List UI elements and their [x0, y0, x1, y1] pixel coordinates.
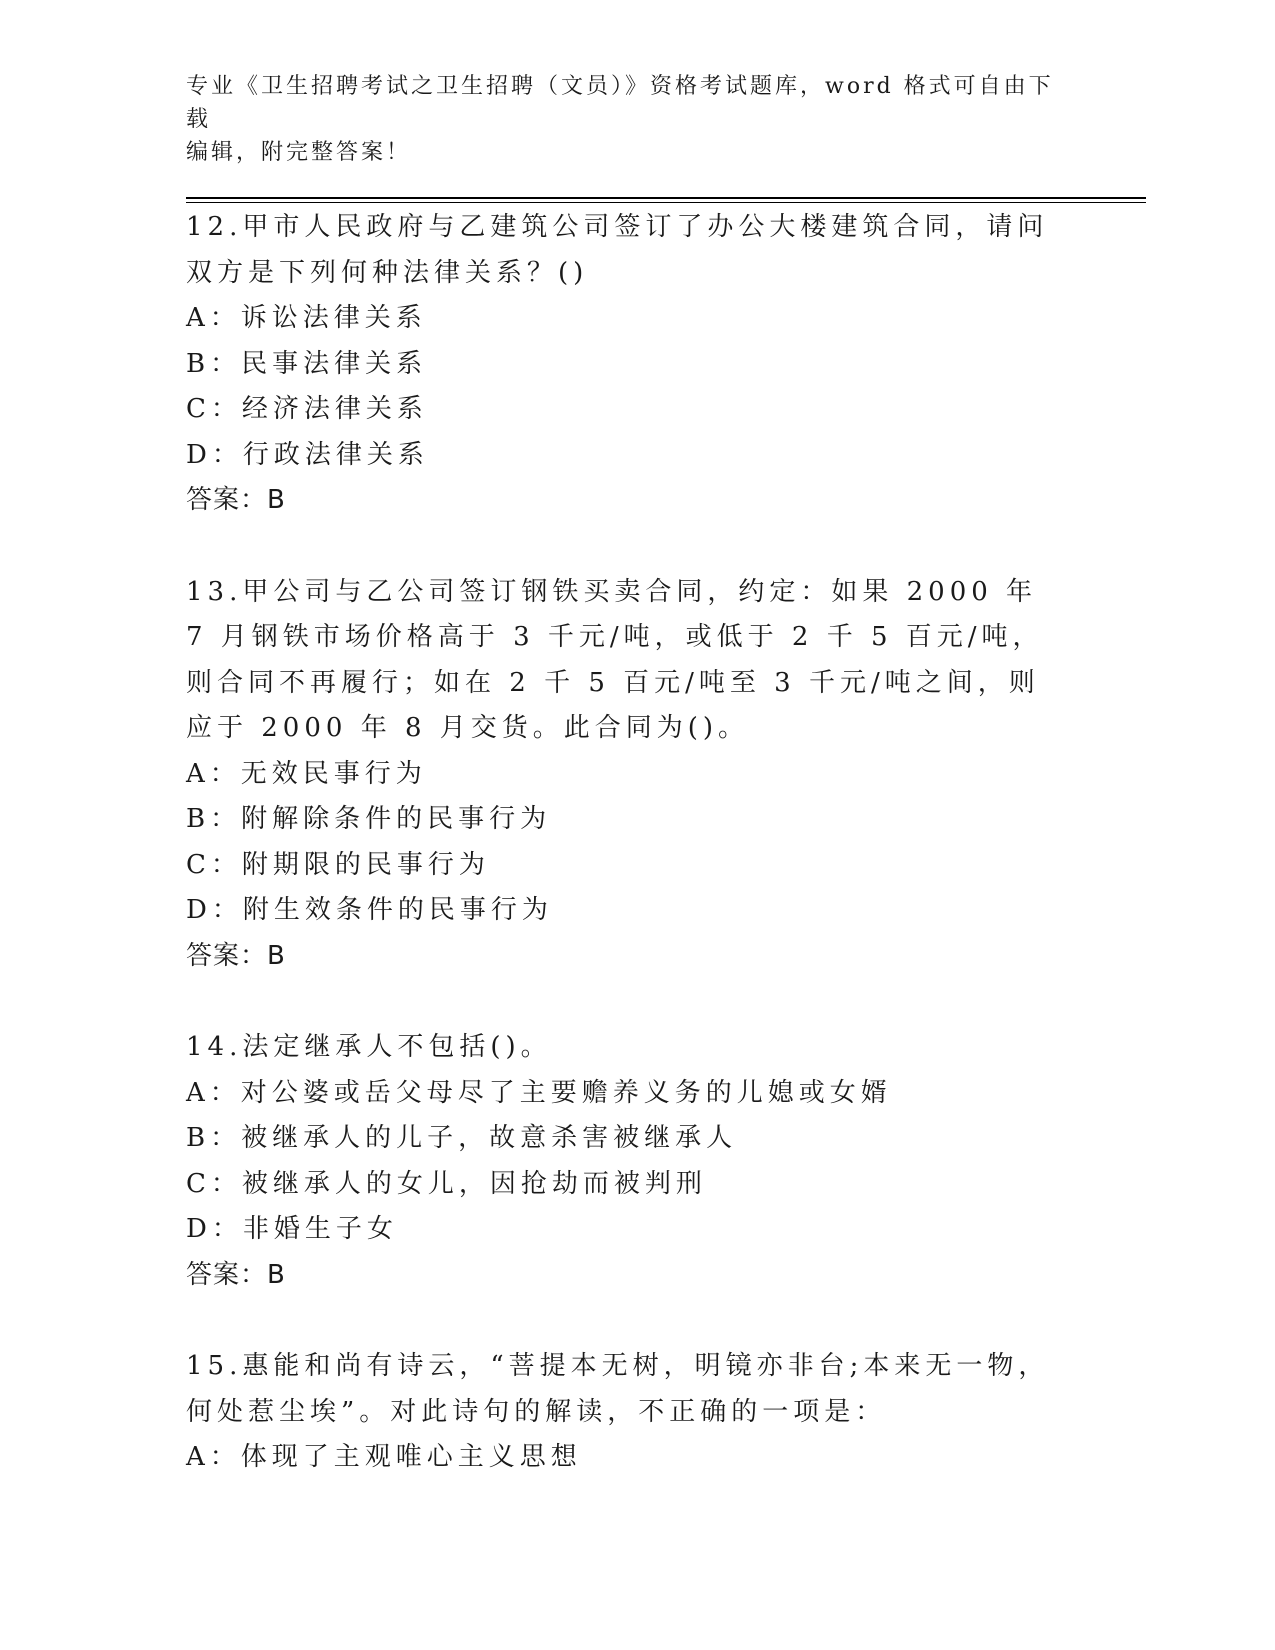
- question-15: [186, 1344, 1146, 1481]
- option-d: D：行政法律关系: [186, 439, 429, 470]
- question-stem: 13.甲公司与乙公司签订钢铁买卖合同，约定：如果 2000 年 7 月钢铁市场价格高于 3 千元/吨，或低于 2 千 5 百元/吨，则合同不再履行；如在 2 千 5 百元/吨至 3 千元/吨之间，则应于 2000 年 8 月交货。此合同为()。: [186, 576, 1044, 743]
- document-header: [186, 70, 1066, 169]
- answer-line: 答案：B: [186, 485, 286, 515]
- option-c: C：经济法律关系: [186, 394, 428, 424]
- option-b: B：被继承人的儿子，故意杀害被继承人: [186, 1123, 738, 1153]
- document-page: [186, 70, 1146, 1527]
- option-a: A：诉讼法律关系: [186, 303, 427, 333]
- question-stem: 12.甲市人民政府与乙建筑公司签订了办公大楼建筑合同，请问双方是下列何种法律关系？(): [186, 212, 1049, 288]
- option-b: B：民事法律关系: [186, 348, 428, 379]
- option-c: C：被继承人的女儿，因抢劫而被判刑: [186, 1168, 707, 1199]
- option-d: D：非婚生子女: [186, 1214, 398, 1244]
- option-c: C：附期限的民事行为: [186, 849, 490, 880]
- option-d: D：附生效条件的民事行为: [186, 895, 553, 925]
- option-a: A：体现了主观唯心主义思想: [186, 1442, 582, 1472]
- header-divider: [186, 197, 1146, 203]
- answer-line: 答案：B: [186, 940, 286, 971]
- question-13: [186, 570, 1146, 980]
- question-stem: 14.法定继承人不包括()。: [186, 1032, 552, 1062]
- question-12: [186, 205, 1146, 524]
- question-14: [186, 1025, 1146, 1298]
- option-b: B：附解除条件的民事行为: [186, 804, 552, 834]
- answer-line: 答案：B: [186, 1259, 286, 1290]
- header-line-1: 专业《卫生招聘考试之卫生招聘（文员）》资格考试题库，word 格式可自由下载: [186, 74, 1054, 132]
- question-stem: 15.惠能和尚有诗云，“菩提本无树，明镜亦非台;本来无一物，何处惹尘埃”。对此诗句的解读，不正确的一项是：: [186, 1351, 1050, 1427]
- header-line-2: 编辑，附完整答案！: [186, 140, 412, 165]
- option-a: A：对公婆或岳父母尽了主要赡养义务的儿媳或女婿: [186, 1077, 892, 1108]
- option-a: A：无效民事行为: [186, 758, 427, 789]
